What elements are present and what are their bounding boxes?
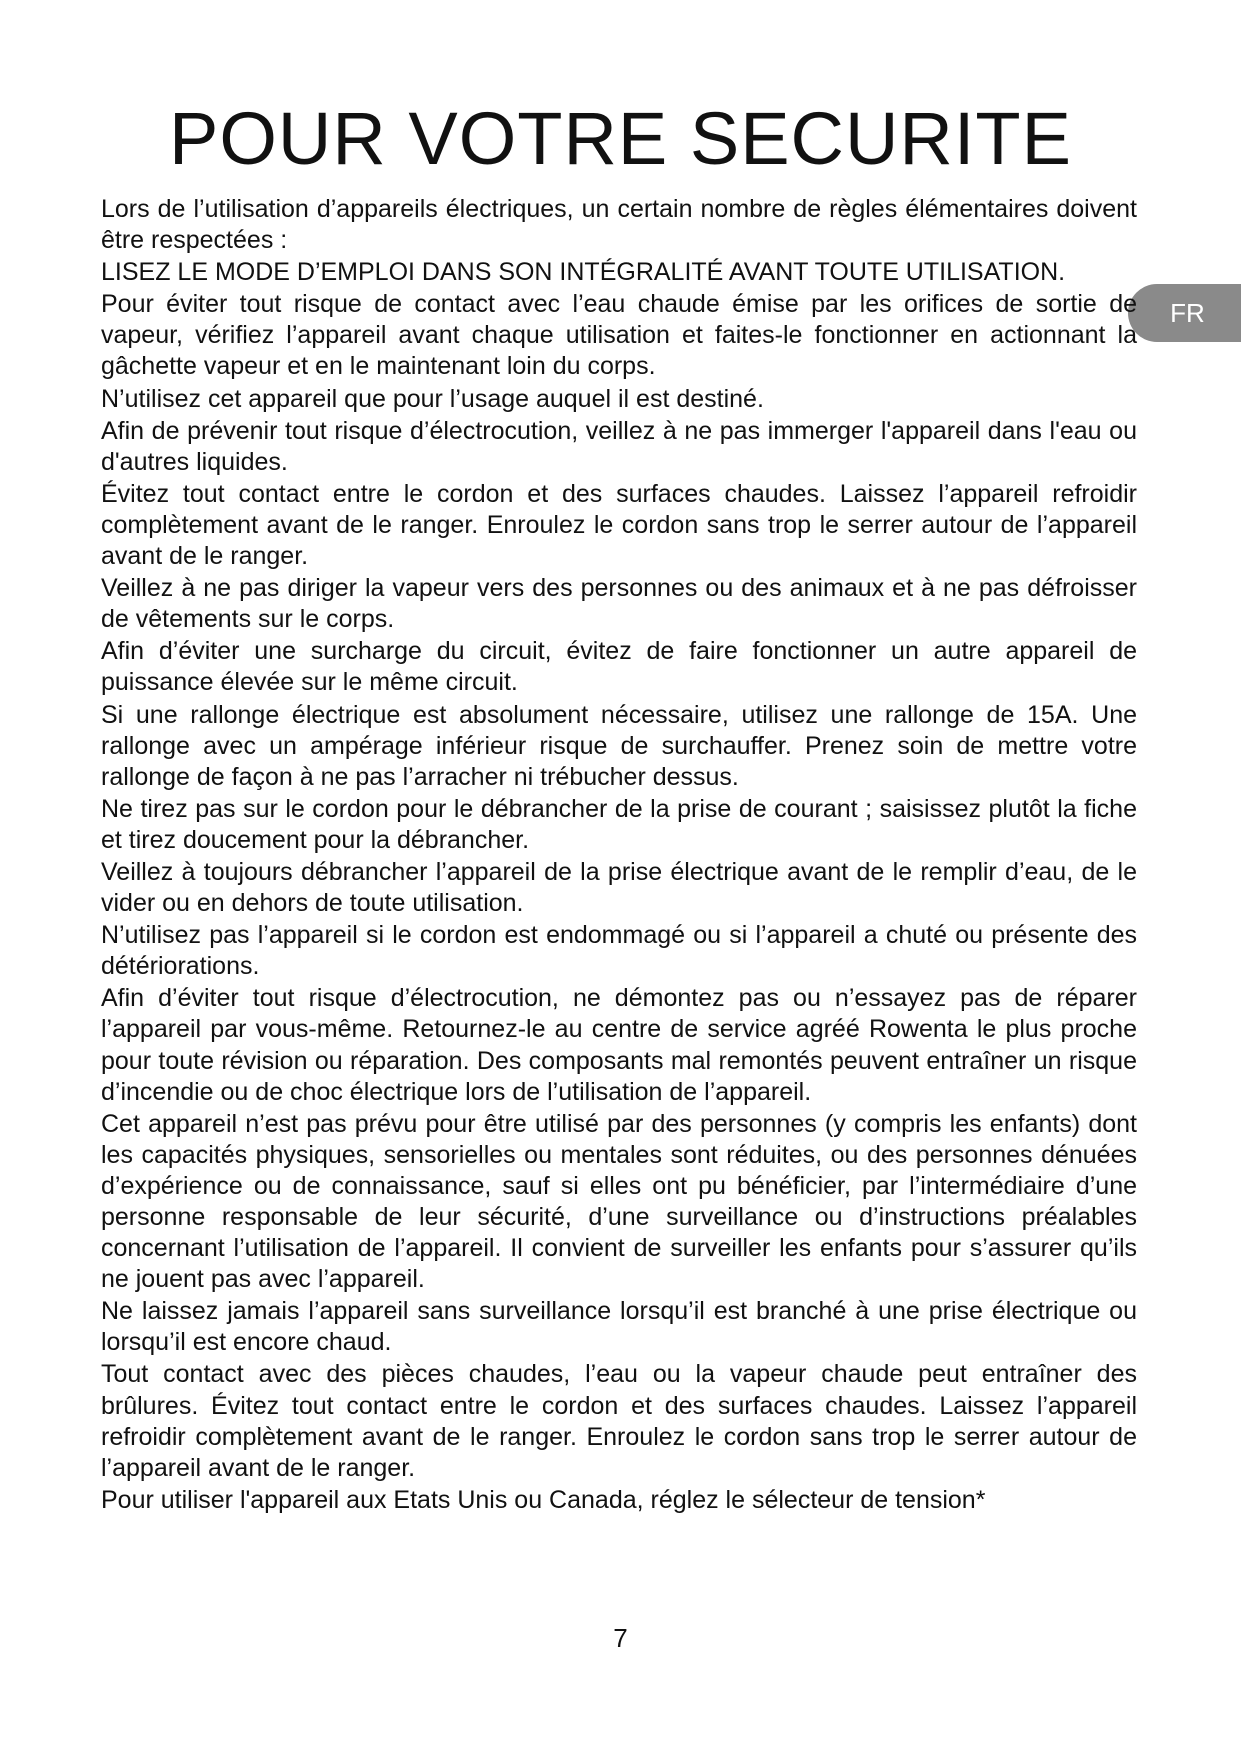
paragraph: Veillez à toujours débrancher l’appareil de la prise électrique avant de le remplir d’eau, de le vider ou en dehors de toute utilisation. (101, 857, 1137, 918)
paragraph: Ne tirez pas sur le cordon pour le débrancher de la prise de courant ; saisissez plutôt la fiche et tirez doucement pour la débrancher. (101, 794, 1137, 854)
language-tab: FR (1128, 284, 1241, 342)
safety-instructions (101, 194, 1137, 1517)
paragraph: Veillez à ne pas diriger la vapeur vers des personnes ou des animaux et à ne pas défroisser de vêtements sur le corps. (101, 574, 1137, 634)
paragraph: Afin d’éviter une surcharge du circuit, évitez de faire fonctionner un autre appareil de puissance élevée sur le même circuit. (101, 637, 1137, 697)
paragraph: Afin d’éviter tout risque d’électrocution, ne démontez pas ou n’essayez pas de réparer l’appareil par vous-même. Retournez-le au centre de service agréé Rowenta le plus proche pour toute révision ou réparation. Des composants mal remontés peuvent entraîner un risque d’incendie ou de choc électrique lors de l’utilisation de l’appareil. (101, 984, 1137, 1106)
paragraph: LISEZ LE MODE D’EMPLOI DANS SON INTÉGRALITÉ AVANT TOUTE UTILISATION. (101, 258, 1066, 287)
page-number: 7 (613, 1623, 628, 1653)
paragraph: Afin de prévenir tout risque d’électrocution, veillez à ne pas immerger l'appareil dans l'eau ou d'autres liquides. (101, 416, 1137, 476)
paragraph: Cet appareil n’est pas prévu pour être utilisé par des personnes (y compris les enfants) dont les capacités physiques, sensorielles ou mentales sont réduites, ou des personnes dénuées d’expérience ou de connaissance, sauf si elles ont pu bénéficier, par l’intermédiaire d’une personne responsable de leur sécurité, d’une surveillance ou d’instructions préalables concernant l’utilisation de l’appareil. Il convient de surveiller les enfants pour s’assurer qu’ils ne jouent pas avec l’appareil. (101, 1109, 1137, 1294)
paragraph: N’utilisez pas l’appareil si le cordon est endommagé ou si l’appareil a chuté ou présente des détériorations. (101, 921, 1137, 981)
page-title: POUR VOTRE SECURITE (169, 97, 1072, 180)
paragraph: Évitez tout contact entre le cordon et des surfaces chaudes. Laissez l’appareil refroidir complètement avant de le ranger. Enroulez le cordon sans trop le serrer autour de l’appareil avant de le ranger. (101, 479, 1137, 571)
paragraph: Pour éviter tout risque de contact avec l’eau chaude émise par les orifices de sortie de vapeur, vérifiez l’appareil avant chaque utilisation et faites-le fonctionner en actionnant la gâchette vapeur et en le maintenant loin du corps. (101, 290, 1137, 381)
paragraph: Lors de l’utilisation d’appareils électriques, un certain nombre de règles élémentaires doivent être respectées : (101, 195, 1137, 255)
paragraph: Si une rallonge électrique est absolument nécessaire, utilisez une rallonge de 15A. Une rallonge avec un ampérage inférieur risque de surchauffer. Prenez soin de mettre votre rallonge de façon à ne pas l’arracher ni trébucher dessus. (101, 700, 1137, 791)
paragraph: Pour utiliser l'appareil aux Etats Unis ou Canada, réglez le sélecteur de tension* (101, 1485, 986, 1514)
paragraph: N’utilisez cet appareil que pour l’usage auquel il est destiné. (101, 384, 764, 413)
paragraph: Ne laissez jamais l’appareil sans surveillance lorsqu’il est branché à une prise électrique ou lorsqu’il est encore chaud. (101, 1297, 1137, 1357)
paragraph: Tout contact avec des pièces chaudes, l’eau ou la vapeur chaude peut entraîner des brûlures. Évitez tout contact entre le cordon et des surfaces chaudes. Laissez l’appareil refroidir complètement avant de le ranger. Enroulez le cordon sans trop le serrer autour de l’appareil avant de le ranger. (101, 1360, 1137, 1482)
